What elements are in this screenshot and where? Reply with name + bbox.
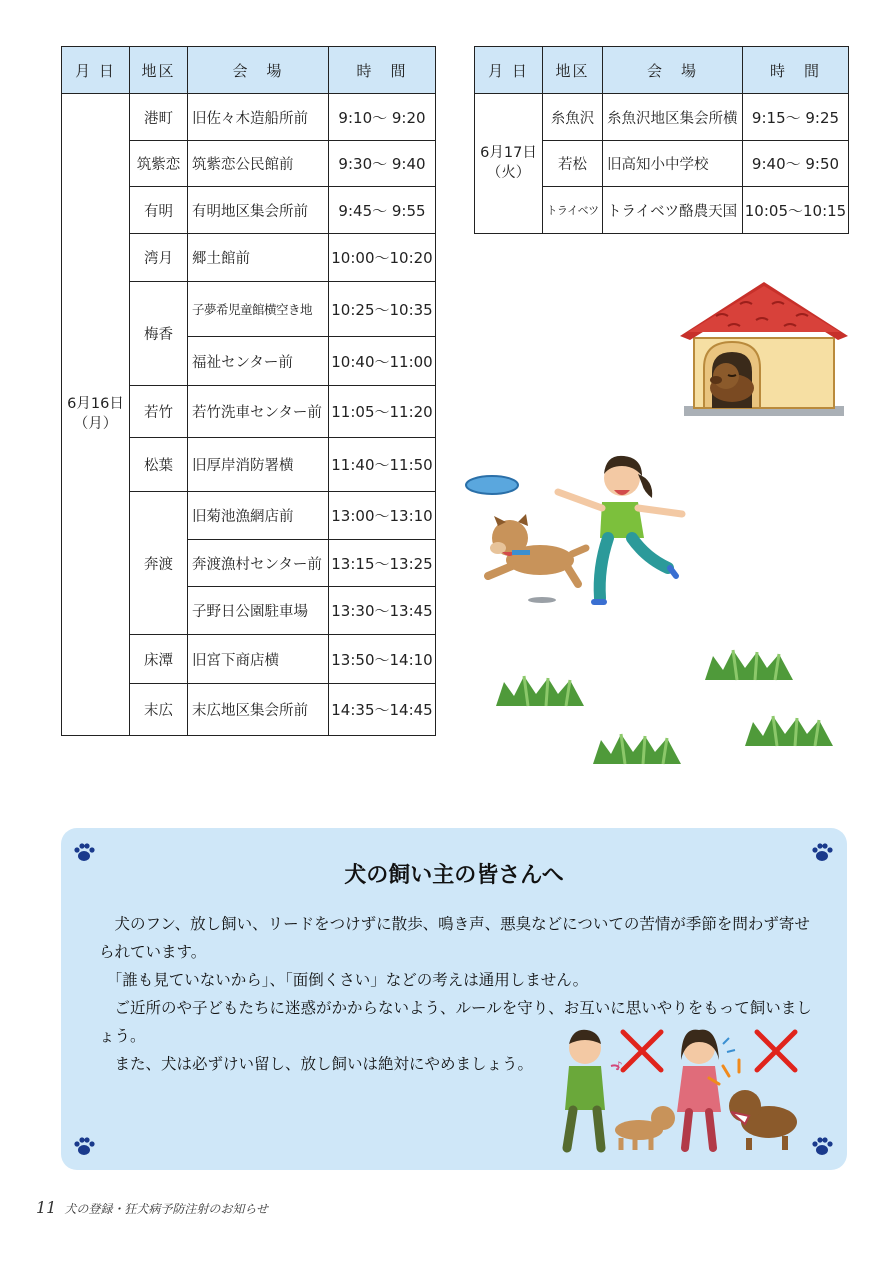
- venue-cell: 旧菊池漁網店前: [188, 492, 329, 540]
- table-header-row: [475, 47, 849, 94]
- header-venue: 会 場: [603, 47, 743, 94]
- notice-paragraph: 「誰も見ていないから」、「面倒くさい」などの考えは通用しません。: [106, 971, 589, 989]
- venue-cell: 旧佐々木造船所前: [188, 94, 329, 141]
- header-time: 時 間: [329, 47, 436, 94]
- date-label: 6月17日: [480, 144, 537, 161]
- area-cell: 港町: [130, 94, 188, 141]
- date-cell: [475, 94, 543, 234]
- weekday-label: （月）: [73, 415, 118, 432]
- venue-cell: 旧高知小中学校: [603, 141, 743, 187]
- header-date: 月 日: [62, 47, 130, 94]
- venue-cell: 筑紫恋公民館前: [188, 141, 329, 187]
- venue-cell: トライベツ酪農天国: [603, 187, 743, 234]
- date-label: 6月16日: [67, 395, 124, 412]
- header-venue: 会 場: [188, 47, 329, 94]
- header-area: 地区: [130, 47, 188, 94]
- footer-title: 犬の登録・狂犬病予防注射のお知らせ: [64, 1202, 269, 1216]
- time-cell: 9:15～ 9:25: [743, 94, 849, 141]
- time-cell: 13:50～14:10: [329, 635, 436, 684]
- grass-icon: [742, 712, 836, 748]
- venue-cell: 子野日公園駐車場: [188, 587, 329, 635]
- area-cell: 若松: [543, 141, 603, 187]
- area-cell: 床潭: [130, 635, 188, 684]
- grass-icon: [702, 646, 796, 682]
- notice-paragraph: ご近所のや子どもたちに迷惑がかからないよう、ルールを守り、お互いに思いやりをもって飼いましょう。: [99, 999, 812, 1045]
- venue-cell: 若竹洗車センター前: [188, 386, 329, 438]
- paw-icon: [811, 1136, 833, 1156]
- schedule-table-june17: [474, 46, 849, 234]
- grass-icon: [590, 730, 684, 766]
- venue-cell: 糸魚沢地区集会所横: [603, 94, 743, 141]
- time-cell: 13:30～13:45: [329, 587, 436, 635]
- area-cell: 梅香: [130, 282, 188, 386]
- time-cell: 10:00～10:20: [329, 234, 436, 282]
- time-cell: 9:30～ 9:40: [329, 141, 436, 187]
- time-cell: 13:15～13:25: [329, 540, 436, 587]
- venue-cell: 郷土館前: [188, 234, 329, 282]
- table-row: [475, 94, 849, 141]
- notice-paragraph: また、犬は必ずけい留し、放し飼いは絶対にやめましょう。: [114, 1055, 534, 1073]
- time-cell: 13:00～13:10: [329, 492, 436, 540]
- grass-icon: [494, 672, 586, 708]
- notice-paragraph: 犬のフン、放し飼い、リードをつけずに散歩、鳴き声、悪臭などについての苦情が季節を問わず寄せられています。: [99, 915, 810, 961]
- schedule-table-june16: [61, 46, 436, 736]
- time-cell: 10:05～10:15: [743, 187, 849, 234]
- table-row: [62, 94, 436, 141]
- table-header-row: [62, 47, 436, 94]
- header-date: 月 日: [475, 47, 543, 94]
- time-cell: 11:40～11:50: [329, 438, 436, 492]
- area-cell: トライベツ: [543, 187, 603, 234]
- notice-box: [61, 828, 847, 1170]
- venue-cell: 有明地区集会所前: [188, 187, 329, 234]
- time-cell: 14:35～14:45: [329, 684, 436, 736]
- time-cell: 10:25～10:35: [329, 282, 436, 337]
- area-cell: 若竹: [130, 386, 188, 438]
- area-cell: 筑紫恋: [130, 141, 188, 187]
- frisbee-dog-girl-icon: [462, 452, 702, 614]
- doghouse-icon: [676, 280, 852, 418]
- notice-title: 犬の飼い主の皆さんへ: [344, 863, 564, 888]
- venue-cell: 旧厚岸消防署横: [188, 438, 329, 492]
- date-cell: [62, 94, 130, 736]
- area-cell: 松葉: [130, 438, 188, 492]
- time-cell: 11:05～11:20: [329, 386, 436, 438]
- area-cell: 末広: [130, 684, 188, 736]
- page-footer: [36, 1198, 268, 1217]
- venue-cell: 末広地区集会所前: [188, 684, 329, 736]
- area-cell: 湾月: [130, 234, 188, 282]
- weekday-label: （火）: [486, 164, 531, 181]
- venue-cell: 子夢希児童館横空き地: [188, 282, 329, 337]
- area-cell: 奔渡: [130, 492, 188, 635]
- time-cell: 10:40～11:00: [329, 337, 436, 386]
- time-cell: 9:45～ 9:55: [329, 187, 436, 234]
- area-cell: 有明: [130, 187, 188, 234]
- page-number: 11: [36, 1198, 57, 1217]
- paw-icon: [73, 1136, 95, 1156]
- area-cell: 糸魚沢: [543, 94, 603, 141]
- header-area: 地区: [543, 47, 603, 94]
- svg-text:♪: ♪: [615, 1059, 623, 1073]
- time-cell: 9:40～ 9:50: [743, 141, 849, 187]
- barking-dog-warning-icon: [559, 1026, 809, 1154]
- header-time: 時 間: [743, 47, 849, 94]
- venue-cell: 福祉センター前: [188, 337, 329, 386]
- time-cell: 9:10～ 9:20: [329, 94, 436, 141]
- venue-cell: 奔渡漁村センター前: [188, 540, 329, 587]
- venue-cell: 旧宮下商店横: [188, 635, 329, 684]
